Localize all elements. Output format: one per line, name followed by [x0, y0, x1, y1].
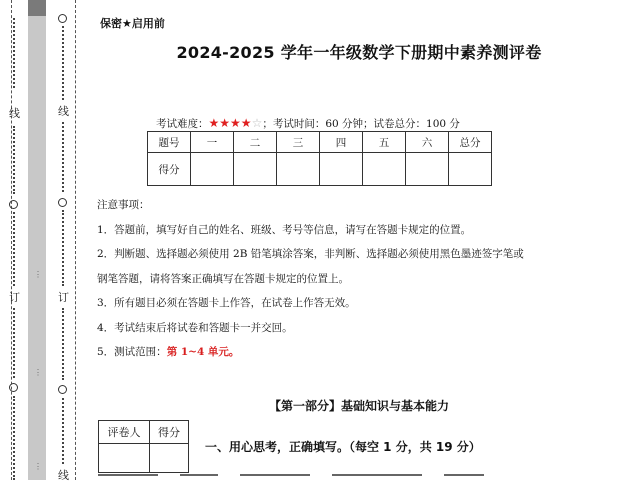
binding-dashed-line-outer: [11, 0, 12, 480]
grader-score-cell: [150, 444, 189, 473]
notes: [97, 193, 524, 365]
score-header-cell: 题号: [148, 132, 191, 153]
binding-bind-char: 订: [9, 291, 20, 304]
binding-bind-char: 订: [58, 291, 69, 304]
score-cell: [277, 153, 320, 186]
star-filled-icon: ★: [208, 116, 220, 130]
star-filled-icon: ★: [230, 116, 241, 130]
dotted-segment: [13, 18, 17, 88]
score-table-score-row: [148, 153, 492, 186]
gutter-marks: ⋮: [34, 368, 42, 377]
score-header-cell: 四: [320, 132, 363, 153]
grader-table: [98, 420, 189, 473]
grader-label: 评卷人: [99, 421, 150, 444]
exam-meta: [156, 116, 460, 131]
score-cell: [191, 153, 234, 186]
grader-cell: [99, 444, 150, 473]
score-cell: [363, 153, 406, 186]
score-header-cell: 六: [406, 132, 449, 153]
exam-title: 2024-2025 学年一年级数学下册期中素养测评卷: [176, 43, 542, 62]
note-item-scope: [97, 340, 524, 365]
grader-score-label: 得分: [150, 421, 189, 444]
note-item: 1．答题前，填写好自己的姓名、班级、考号等信息，请写在答题卡规定的位置。: [97, 223, 472, 236]
part-one-title: 【第一部分】基础知识与基本能力: [268, 399, 449, 413]
scope-prefix: 5．测试范围：: [97, 346, 167, 358]
dotted-segment: [62, 210, 66, 286]
binding-circle: [9, 200, 18, 209]
gutter-marks: ⋮: [34, 462, 42, 471]
score-header-cell: 二: [234, 132, 277, 153]
dotted-segment: [13, 308, 17, 378]
binding-line-char: 线: [58, 469, 69, 482]
binding-dashed-line-inner: [75, 0, 76, 480]
binding-margin: [0, 0, 78, 480]
note-item: 3．所有题目必须在答题卡上作答，在试卷上作答无效。: [97, 297, 356, 309]
difficulty-label: 考试难度：: [156, 118, 209, 130]
binding-circle: [58, 198, 67, 207]
dotted-segment: [62, 26, 66, 100]
note-item: 钢笔答题，请将答案正确填写在答题卡规定的位置上。: [97, 272, 349, 285]
note-item: 2．判断题、选择题必须使用 2B 铅笔填涂答案，非判断、选择题必须使用黑色墨迹签字笔或: [97, 248, 524, 260]
gutter-marks: ⋮: [34, 270, 42, 279]
star-empty-icon: ☆: [251, 116, 263, 130]
binding-circle: [58, 14, 67, 23]
binding-circle: [58, 385, 67, 394]
exam-time-text: ；考试时间：60 分钟；试卷总分：100 分: [262, 118, 460, 130]
score-cell: [406, 153, 449, 186]
binding-gutter: [28, 0, 46, 480]
cutoff-text-line: [98, 474, 558, 480]
score-cell: [320, 153, 363, 186]
score-table-header-row: [148, 132, 492, 153]
notes-heading: 注意事项：: [97, 199, 150, 211]
dotted-segment: [13, 212, 17, 286]
difficulty-stars: [209, 116, 263, 130]
note-item: 4．考试结束后将试卷和答题卡一并交回。: [97, 321, 293, 334]
score-cell: [234, 153, 277, 186]
dotted-segment: [13, 396, 17, 480]
dotted-segment: [62, 308, 66, 380]
section-one-title: 一、用心思考，正确填写。（每空 1 分，共 19 分）: [205, 440, 481, 454]
score-cell: [449, 153, 492, 186]
score-table: [147, 131, 492, 186]
score-header-cell: 五: [363, 132, 406, 153]
star-filled-icon: ★: [219, 116, 231, 130]
secret-label: 保密★启用前: [100, 17, 165, 30]
scope-value: 第 1~4 单元。: [166, 346, 240, 358]
score-header-cell: 三: [277, 132, 320, 153]
score-row-label: 得分: [148, 153, 191, 186]
binding-line-char: 线: [58, 105, 69, 118]
score-header-cell: 总分: [449, 132, 492, 153]
dotted-segment: [13, 126, 17, 194]
gutter-cap: [28, 0, 46, 16]
dotted-segment: [62, 122, 66, 192]
dotted-segment: [62, 398, 66, 464]
score-header-cell: 一: [191, 132, 234, 153]
star-filled-icon: ★: [240, 116, 252, 130]
binding-circle: [9, 383, 18, 392]
binding-line-char: 线: [9, 107, 20, 120]
